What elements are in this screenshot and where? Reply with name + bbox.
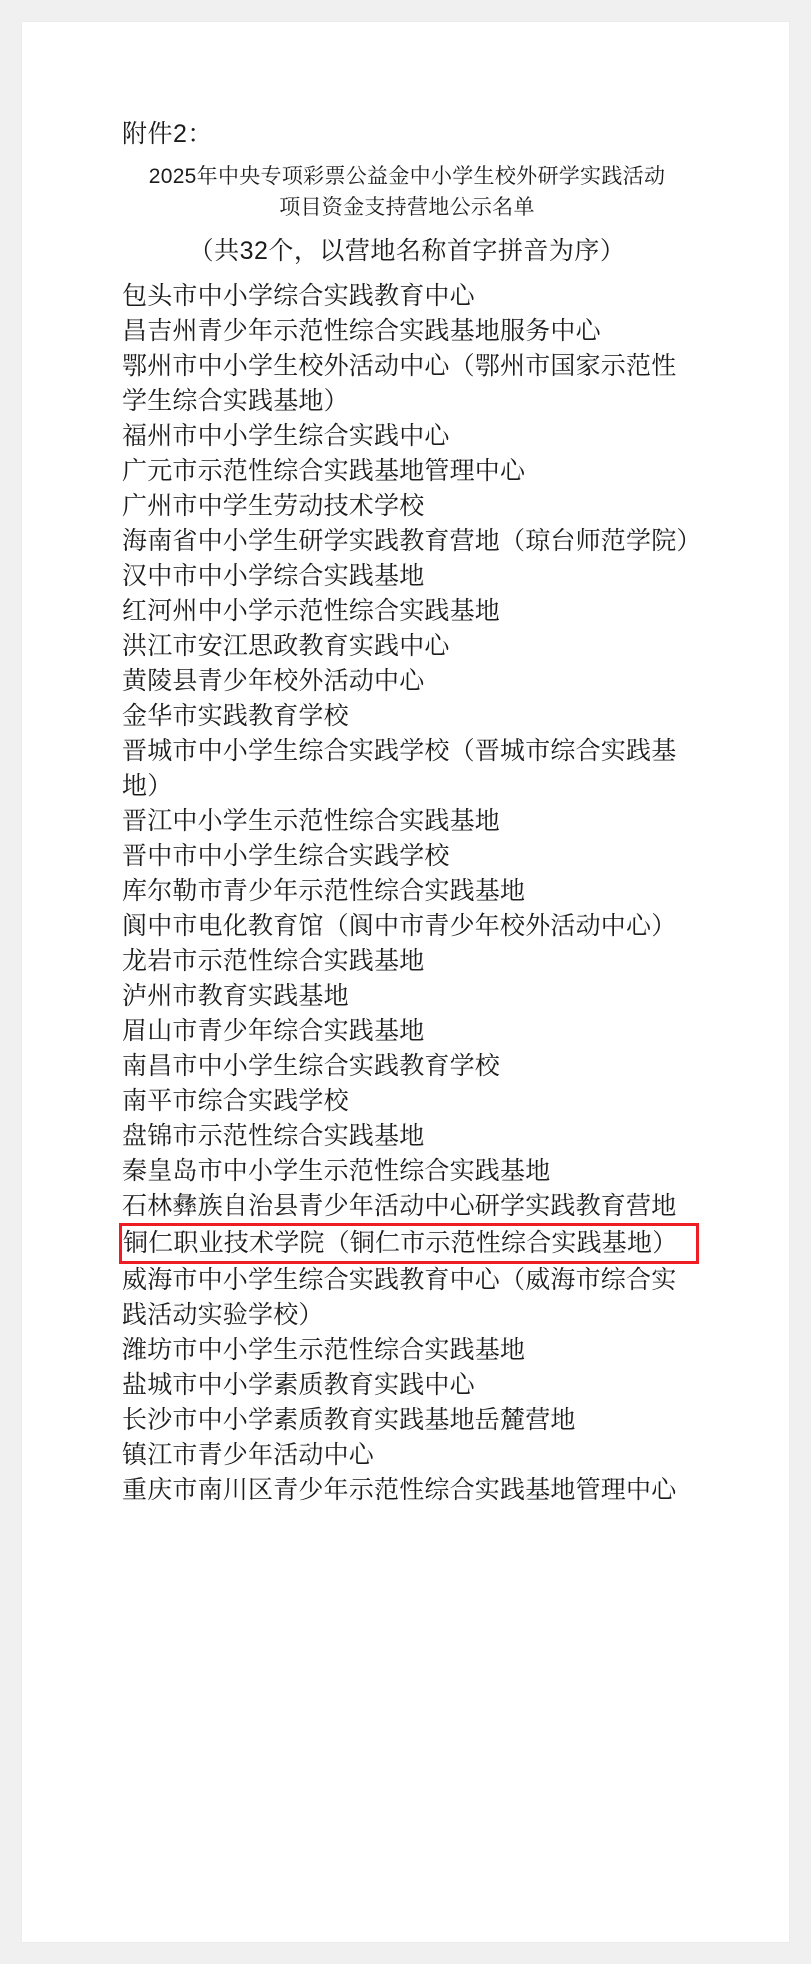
list-item: 晋江中小学生示范性综合实践基地 [122,807,501,835]
list-item: 盐城市中小学素质教育实践中心 [122,1371,475,1399]
list-item: 库尔勒市青少年示范性综合实践基地 [122,877,526,905]
list-item: 重庆市南川区青少年示范性综合实践基地管理中心 [122,1476,677,1504]
document-subtitle: （共32个，以营地名称首字拼音为序） [188,237,626,265]
attachment-label: 附件2： [122,120,213,148]
list-item: 红河州中小学示范性综合实践基地 [122,597,501,625]
list-item: 广元市示范性综合实践基地管理中心 [122,457,526,485]
list-item: 黄陵县青少年校外活动中心 [122,667,425,695]
list-item: 包头市中小学综合实践教育中心 [122,282,475,310]
list-item: 盘锦市示范性综合实践基地 [122,1122,425,1150]
list-item: 阆中市电化教育馆（阆中市青少年校外活动中心） [122,912,677,940]
list-item: 洪江市安江思政教育实践中心 [122,632,450,660]
list-item: 泸州市教育实践基地 [122,982,349,1010]
list-item: 汉中市中小学综合实践基地 [122,562,425,590]
list-item: 金华市实践教育学校 [122,702,349,730]
document-title: 2025年中央专项彩票公益金中小学生校外研学实践活动项目资金支持营地公示名单 [148,165,666,219]
list-item: 南平市综合实践学校 [122,1087,349,1115]
list-item-highlighted: 铜仁职业技术学院（铜仁市示范性综合实践基地） [122,1226,696,1261]
list-item: 龙岩市示范性综合实践基地 [122,947,425,975]
list-item: 眉山市青少年综合实践基地 [122,1017,425,1045]
list-item: 潍坊市中小学生示范性综合实践基地 [122,1336,526,1364]
list-item: 福州市中小学生综合实践中心 [122,422,450,450]
list-item: 晋城市中小学生综合实践学校（晋城市综合实践基地） [122,737,677,800]
list-item: 南昌市中小学生综合实践教育学校 [122,1052,501,1080]
list-item: 秦皇岛市中小学生示范性综合实践基地 [122,1157,551,1185]
list-item: 昌吉州青少年示范性综合实践基地服务中心 [122,317,601,345]
list-item: 广州市中学生劳动技术学校 [122,492,425,520]
list-item: 长沙市中小学素质教育实践基地岳麓营地 [122,1406,576,1434]
list-item: 镇江市青少年活动中心 [122,1441,375,1469]
list-item: 鄂州市中小学生校外活动中心（鄂州市国家示范性学生综合实践基地） [122,352,677,415]
document-content [122,117,702,1508]
list-item: 威海市中小学生综合实践教育中心（威海市综合实践活动实验学校） [122,1266,677,1329]
list-item: 晋中市中小学生综合实践学校 [122,842,450,870]
list-item: 海南省中小学生研学实践教育营地（琼台师范学院） [122,527,702,555]
camp-list [122,279,702,1508]
list-item: 石林彝族自治县青少年活动中心研学实践教育营地 [122,1192,677,1220]
document-sheet [22,22,789,1942]
